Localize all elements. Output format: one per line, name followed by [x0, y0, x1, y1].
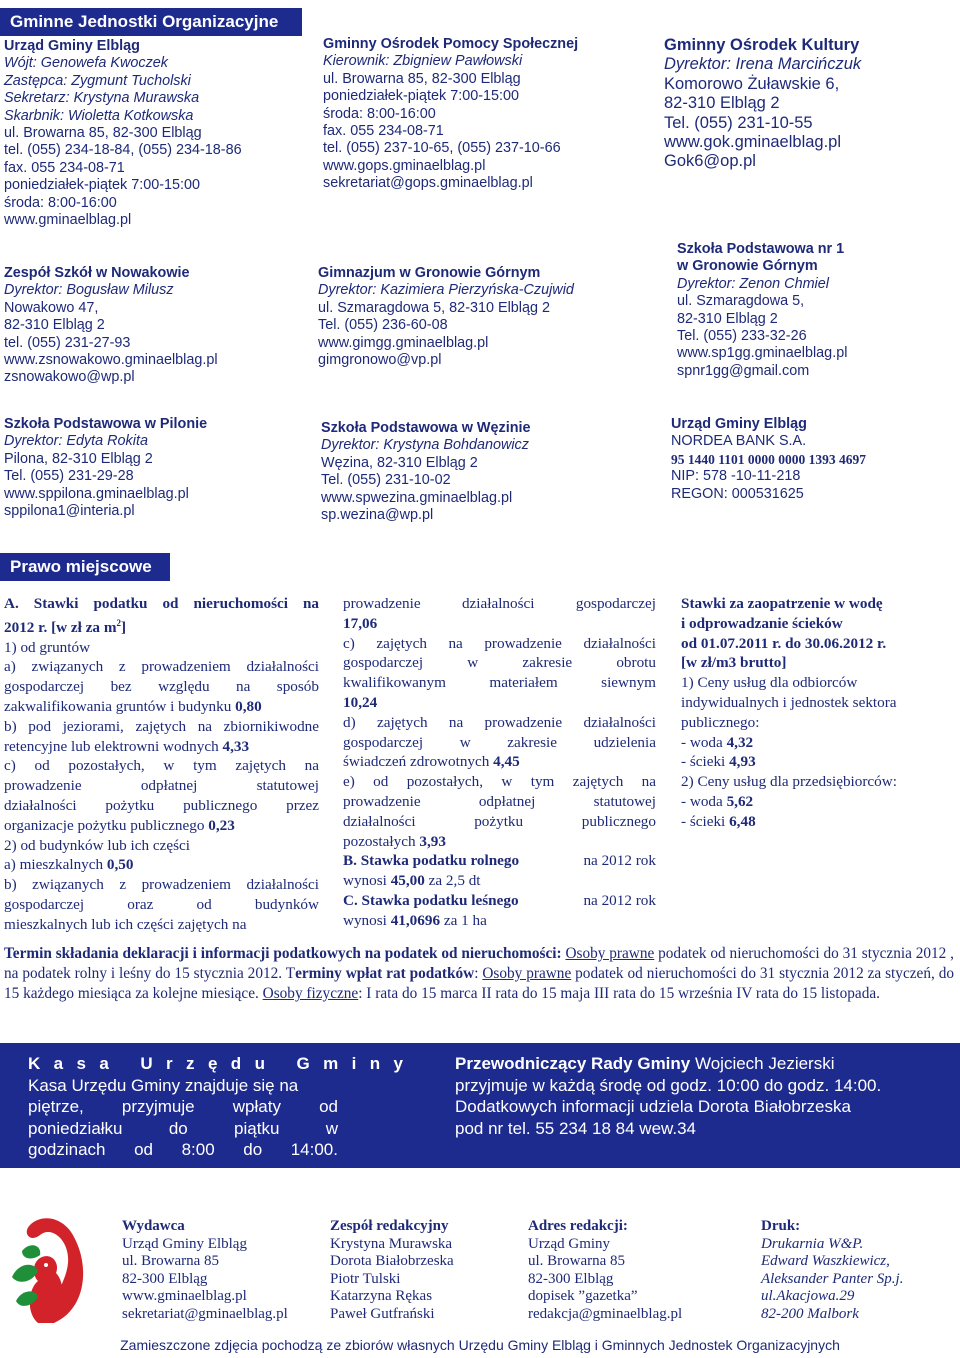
urzad-name: Urząd Gminy Elbląg [4, 38, 140, 54]
kasa-line: poniedziałku do piątku w [28, 1118, 338, 1138]
zsn-address1: Nowakowo 47, [4, 299, 99, 316]
adres-line: ul. Browarna 85 [528, 1253, 626, 1270]
gops-block [323, 36, 578, 193]
rada-line: przyjmuje w każdą środę od godz. 10:00 do godz. 14:00. [455, 1075, 882, 1095]
spp-block [4, 416, 207, 520]
spw-address: Węzina, 82-310 Elbląg 2 [321, 454, 478, 471]
gok-block [664, 36, 861, 172]
zespol-line: Paweł Gutfrański [330, 1305, 435, 1322]
tax-a-line: zakwalifikowania gruntów i budynku 0,80 [4, 698, 262, 716]
zespol-line: Krystyna Murawska [330, 1235, 453, 1252]
zsn-head: Dyrektor: Bogusław Milusz [4, 282, 174, 299]
urzad-block [4, 38, 242, 229]
footer-zespol [330, 1218, 454, 1324]
tax-column-b [343, 594, 656, 931]
adres-line: dopisek ”gazetka” [528, 1288, 638, 1305]
tax-c-line: - ścieki 4,93 [681, 753, 756, 771]
tax-c-line: - ścieki 6,48 [681, 812, 756, 830]
gim-address: ul. Szmaragdowa 5, 82-310 Elbląg 2 [318, 299, 550, 316]
tax-c-line: i odprowadzanie ścieków [681, 614, 843, 632]
tax-c-line: - woda 5,62 [681, 792, 754, 810]
gok-www[interactable]: www.gok.gminaelblag.pl [664, 133, 842, 152]
urzad-address: ul. Browarna 85, 82-300 Elbląg [4, 125, 202, 142]
sp1-www[interactable]: www.sp1gg.gminaelblag.pl [677, 345, 848, 362]
spw-tel: Tel. (055) 231-10-02 [321, 472, 451, 489]
section-title-units: Gminne Jednostki Organizacyjne [0, 8, 302, 36]
zespol-title: Zespół redakcyjny [330, 1218, 449, 1234]
tax-a-line: 2) od budynków lub ich części [4, 836, 191, 854]
tax-column-c [681, 594, 953, 832]
spp-head: Dyrektor: Edyta Rokita [4, 433, 148, 450]
gok-tel: Tel. (055) 231-10-55 [664, 113, 813, 132]
footer-druk [761, 1218, 903, 1324]
zsn-address2: 82-310 Elbląg 2 [4, 317, 105, 334]
druk-line: 82-200 Malbork [761, 1305, 859, 1322]
gok-name: Gminny Ośrodek Kultury [664, 36, 860, 54]
gops-fax: fax. 055 234-08-71 [323, 123, 444, 140]
wydawca-line: 82-300 Elbląg [122, 1270, 208, 1287]
tax-a-line: c) od pozostałych, w tym zajętych na [4, 757, 319, 775]
squirrel-eye [44, 1263, 48, 1267]
gops-hours: poniedziałek-piątek 7:00-15:00 [323, 88, 520, 105]
spw-www[interactable]: www.spwezina.gminaelblag.pl [321, 489, 513, 506]
urzad-skarbnik: Skarbnik: Wioletta Kotkowska [4, 107, 194, 124]
gim-head: Dyrektor: Kazimiera Pierzyńska-Czujwid [318, 282, 574, 299]
spp-www[interactable]: www.sppilona.gminaelblag.pl [4, 485, 189, 502]
urzad-tel: tel. (055) 234-18-84, (055) 234-18-86 [4, 142, 242, 159]
tax-c-line: Stawki za zaopatrzenie w wodę [681, 595, 883, 612]
sp1-email[interactable]: spnr1gg@gmail.com [677, 362, 810, 379]
gim-tel: Tel. (055) 236-60-08 [318, 317, 448, 334]
wydawca-title: Wydawca [122, 1218, 185, 1234]
kasa-line: Kasa Urzędu Gminy znajduje się na [28, 1075, 299, 1095]
bank-account: 95 1440 1101 0000 0000 1393 4697 [671, 451, 867, 467]
gim-email[interactable]: gimgronowo@vp.pl [318, 352, 442, 369]
gops-tel: tel. (055) 237-10-65, (055) 237-10-66 [323, 140, 561, 157]
tax-a-line: gospodarczej oraz od budynków [4, 896, 319, 914]
gok-address2: 82-310 Elbląg 2 [664, 94, 780, 113]
sp1-block [677, 241, 847, 380]
spp-address: Pilona, 82-310 Elbląg 2 [4, 450, 153, 467]
spw-email[interactable]: sp.wezina@wp.pl [321, 507, 434, 524]
tax-b-line: d) zajętych na prowadzenie działalności [343, 713, 656, 731]
sp1-address2: 82-310 Elbląg 2 [677, 310, 778, 327]
tax-b-line: B. Stawka podatku rolnego na 2012 rok [343, 852, 656, 870]
kasa-line: godzinach od 8:00 do 14:00. [28, 1140, 338, 1159]
bank-nip: NIP: 578 -10-11-218 [671, 468, 801, 485]
spw-block [321, 420, 531, 524]
tax-b-line: świadczeń zdrowotnych 4,45 [343, 753, 520, 771]
wydawca-line: ul. Browarna 85 [122, 1253, 220, 1270]
spw-head: Dyrektor: Krystyna Bohdanowicz [321, 437, 529, 454]
adres-line: Urząd Gminy [528, 1235, 611, 1252]
tax-c-line: publicznego: [681, 713, 760, 731]
tax-a-line: A. Stawki podatku od nieruchomości na [4, 595, 319, 612]
bank-bank: NORDEA BANK S.A. [671, 433, 807, 450]
wydawca-line[interactable]: www.gminaelblag.pl [122, 1288, 247, 1305]
druk-title: Druk: [761, 1218, 801, 1234]
tax-b-line: e) od pozostałych, w tym zajętych na [343, 773, 656, 791]
tax-b-line: gospodarczej w zakresie udzielenia [343, 733, 656, 751]
tax-a-line: retencyjne lub elektrowni wodnych 4,33 [4, 737, 250, 755]
tax-a-line: b) związanych z prowadzeniem działalności [4, 876, 319, 894]
footer-wydawca [122, 1218, 288, 1324]
spp-tel: Tel. (055) 231-29-28 [4, 468, 134, 485]
spp-name: Szkoła Podstawowa w Pilonie [4, 416, 208, 432]
tax-b-line: wynosi 41,0696 za 1 ha [343, 911, 487, 929]
gops-hours2: środa: 8:00-16:00 [323, 105, 436, 122]
tax-b-line: 17,06 [343, 614, 378, 632]
urzad-hours2: środa: 8:00-16:00 [4, 194, 117, 211]
tax-c-line: 1) Ceny usług dla odbiorców [681, 674, 858, 692]
spw-name: Szkoła Podstawowa w Węzinie [321, 420, 531, 436]
tax-b-line: kwalifikowanym materiałem siewnym [343, 674, 656, 692]
tax-c-line: indywidualnych i jednostek sektora [681, 693, 897, 711]
druk-line: Aleksander Panter Sp.j. [761, 1270, 904, 1287]
urzad-sekretarz: Sekretarz: Krystyna Murawska [4, 90, 200, 107]
tax-column-a [4, 594, 319, 935]
tax-c-line: od 01.07.2011 r. do 30.06.2012 r. [681, 634, 887, 652]
zespol-line: Katarzyna Rękas [330, 1288, 433, 1305]
gops-address: ul. Browarna 85, 82-300 Elbląg [323, 70, 521, 87]
rada-line: Przewodniczący Rady Gminy Wojciech Jezierski [455, 1054, 835, 1073]
footer-note: Zamieszczone zdjęcia pochodzą ze zbiorów własnych Urzędu Gminy Elbląg i Gminnych Jednostek Organizacyjnych [120, 1337, 840, 1353]
gops-name: Gminny Ośrodek Pomocy Społecznej [323, 36, 579, 52]
kasa-title: Kasa Urzędu Gminy [28, 1054, 417, 1073]
tax-a-line: a) mieszkalnych 0,50 [4, 856, 134, 874]
sp1-name2: w Gronowie Górnym [677, 258, 818, 275]
sp1-address1: ul. Szmaragdowa 5, [677, 293, 805, 310]
tax-a-line: prowadzenie odpłatnej statutowej [4, 777, 319, 795]
zsn-block [4, 265, 218, 387]
urzad-hours: poniedziałek-piątek 7:00-15:00 [4, 177, 201, 194]
bank-regon: REGON: 000531625 [671, 485, 804, 502]
tax-c-line: - woda 4,32 [681, 733, 754, 751]
wydawca-line: Urząd Gminy Elbląg [122, 1235, 247, 1252]
urzad-www[interactable]: www.gminaelblag.pl [4, 212, 132, 229]
adres-line[interactable]: redakcja@gminaelblag.pl [528, 1305, 683, 1322]
tax-b-line: 10,24 [343, 693, 378, 711]
zsn-tel: tel. (055) 231-27-93 [4, 334, 131, 351]
tax-a-line: organizacje pożytku publicznego 0,23 [4, 816, 235, 834]
tax-a-line: a) związanych z prowadzeniem działalności [4, 658, 319, 676]
zsn-email[interactable]: zsnowakowo@wp.pl [4, 369, 135, 386]
tax-a-line: działalności pożytku publicznego przez [4, 797, 319, 815]
zsn-www[interactable]: www.zsnowakowo.gminaelblag.pl [4, 352, 218, 369]
footer-adres [528, 1218, 682, 1324]
tax-a-line: gospodarczej bez względu na sposób [4, 678, 319, 696]
leaf-icon [22, 1245, 40, 1258]
gok-head: Dyrektor: Irena Marcińczuk [664, 55, 862, 74]
tax-a-line: 2012 r. [w zł za $m^2$] [4, 617, 127, 636]
gops-head: Kierownik: Zbigniew Pawłowski [323, 53, 523, 70]
section-title-law: Prawo miejscowe [0, 553, 170, 581]
rada-line: pod nr tel. 55 234 18 84 wew.34 [455, 1118, 697, 1138]
adres-line: 82-300 Elbląg [528, 1270, 614, 1287]
gim-www[interactable]: www.gimgg.gminaelblag.pl [318, 334, 489, 351]
squirrel-logo [8, 1205, 90, 1327]
tax-b-line: wynosi 45,00 za 2,5 dt [343, 872, 481, 890]
kasa-text [28, 1053, 417, 1161]
kasa-line: piętrze, przyjmuje wpłaty od [28, 1097, 338, 1116]
tax-b-line: działalności pożytku publicznego [343, 812, 656, 830]
zespol-line: Dorota Białobrzeska [330, 1253, 454, 1270]
zespol-line: Piotr Tulski [330, 1270, 401, 1287]
urzad-zastepca: Zastępca: Zygmunt Tucholski [4, 72, 191, 89]
gops-email[interactable]: sekretariat@gops.gminaelblag.pl [323, 175, 533, 192]
tax-b-line: pozostałych 3,93 [343, 832, 446, 850]
bank-block [671, 416, 866, 503]
druk-line: Edward Waszkiewicz, [761, 1253, 890, 1270]
tax-b-line: prowadzenie działalności gospodarczej [343, 595, 656, 612]
tax-a-line: b) pod jeziorami, zajętych na zbiornikiwodne [4, 717, 319, 735]
rada-text [455, 1053, 881, 1139]
sp1-tel: Tel. (055) 233-32-26 [677, 328, 807, 345]
gok-address1: Komorowo Żuławskie 6, [664, 74, 840, 93]
druk-line: Drukarnia W&P. [761, 1235, 864, 1252]
gops-www[interactable]: www.gops.gminaelblag.pl [323, 157, 486, 174]
druk-line: ul.Akacjowa.29 [761, 1288, 855, 1305]
wydawca-line[interactable]: sekretariat@gminaelblag.pl [122, 1305, 288, 1322]
gok-email[interactable]: Gok6@op.pl [664, 152, 756, 171]
sp1-name1: Szkoła Podstawowa nr 1 [677, 241, 845, 257]
leaf-icon [12, 1265, 38, 1282]
tax-a-line: 1) od gruntów [4, 638, 91, 656]
sp1-head: Dyrektor: Zenon Chmiel [677, 275, 829, 292]
tax-c-line: 2) Ceny usług dla przedsiębiorców: [681, 773, 897, 791]
bank-name: Urząd Gminy Elbląg [671, 416, 807, 432]
deadline-paragraph: Termin składania deklaracji i informacji podatkowych na podatek od nieruchomości: Osoby prawne podatek od nieruchomości do 31 stycznia 2012 , na podatek rolny i leśny do 15 stycznia 2012. Terminy wpłat rat podatków: Osoby prawne podatek od nieruchomości do 31 stycznia 2012 za styczeń, do 15 każdego miesiąca za kolejne miesiące. Osoby fizyczne: I rata do 15 marca II rata do 15 maja III rata do 15 września IV rata do 15 listopada. [4, 945, 955, 1002]
spp-email[interactable]: sppilona1@interia.pl [4, 503, 135, 520]
tax-b-line: C. Stawka podatku leśnego na 2012 rok [343, 891, 656, 909]
tax-b-line: gospodarczej w zakresie obrotu [343, 654, 656, 672]
tax-b-line: c) zajętych na prowadzenie działalności [343, 634, 656, 652]
zsn-name: Zespół Szkół w Nowakowie [4, 265, 190, 281]
rada-line: Dodatkowych informacji udziela Dorota Białobrzeska [455, 1097, 851, 1116]
tax-a-line: mieszkalnych lub ich części zajętych na [4, 915, 247, 933]
gim-block [318, 265, 574, 369]
adres-title: Adres redakcji: [528, 1218, 628, 1234]
urzad-wojt: Wójt: Genowefa Kwoczek [4, 55, 168, 72]
urzad-fax: fax. 055 234-08-71 [4, 159, 125, 176]
tax-b-line: prowadzenie odpłatnej statutowej [343, 792, 656, 810]
tax-c-line: [w zł/m3 brutto] [681, 654, 787, 672]
gim-name: Gimnazjum w Gronowie Górnym [318, 265, 541, 281]
